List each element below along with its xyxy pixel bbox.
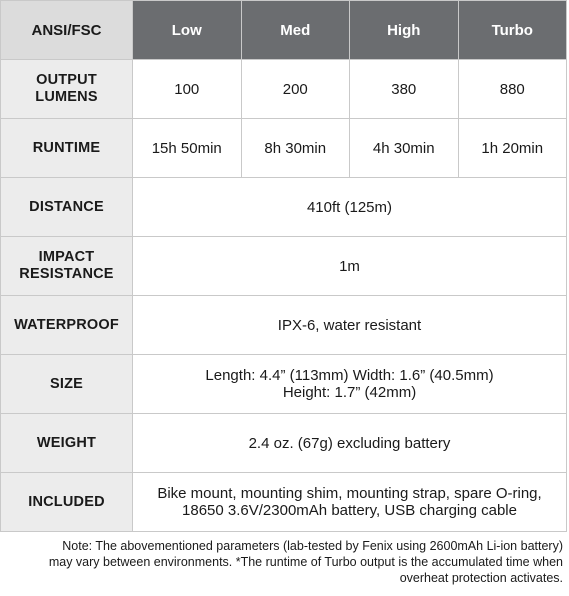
cell-distance: 410ft (125m) [133,178,567,237]
row-label-distance: DISTANCE [1,178,133,237]
row-label-size: SIZE [1,355,133,414]
cell-waterproof: IPX-6, water resistant [133,296,567,355]
row-label-line: LUMENS [35,89,98,105]
row-label-included: INCLUDED [1,473,133,532]
cell-runtime-med: 8h 30min [241,119,350,178]
cell-runtime-turbo: 1h 20min [458,119,567,178]
row-label-weight: WEIGHT [1,414,133,473]
table-row-distance [1,178,567,237]
cell-weight: 2.4 oz. (67g) excluding battery [133,414,567,473]
row-label-output-lumens [1,60,133,119]
row-label-runtime: RUNTIME [1,119,133,178]
row-label-line: RESISTANCE [19,266,114,282]
cell-included [133,473,567,532]
cell-runtime-low: 15h 50min [133,119,242,178]
row-label-waterproof: WATERPROOF [1,296,133,355]
cell-runtime-high: 4h 30min [350,119,459,178]
included-line: Bike mount, mounting shim, mounting strap, spare O-ring, [157,485,542,502]
cell-output-turbo: 880 [458,60,567,119]
header-mode-high: High [350,1,459,60]
table-row-included [1,473,567,532]
table-row-waterproof [1,296,567,355]
table-row-runtime [1,119,567,178]
header-mode-turbo: Turbo [458,1,567,60]
cell-output-high: 380 [350,60,459,119]
footnote-line: overheat protection activates. [399,571,563,585]
header-mode-med: Med [241,1,350,60]
row-label-line: IMPACT [38,249,95,265]
cell-output-low: 100 [133,60,242,119]
header-mode-low: Low [133,1,242,60]
header-row [1,1,567,60]
table-row-output-lumens [1,60,567,119]
table-row-impact-resistance [1,237,567,296]
row-label-impact-resistance [1,237,133,296]
cell-size [133,355,567,414]
table-row-size [1,355,567,414]
footnote-line: may vary between environments. *The runtime of Turbo output is the accumulated time when [48,555,563,569]
size-line: Length: 4.4” (113mm) Width: 1.6” (40.5mm) [205,367,494,384]
cell-impact-resistance: 1m [133,237,567,296]
cell-output-med: 200 [241,60,350,119]
header-corner: ANSI/FSC [1,1,133,60]
footnote-line: Note: The abovementioned parameters (lab-tested by Fenix using 2600mAh Li-ion battery) [62,539,563,553]
table-row-weight [1,414,567,473]
row-label-line: OUTPUT [36,72,97,88]
size-line: Height: 1.7” (42mm) [282,384,417,401]
footnote [3,538,563,586]
included-line: 18650 3.6V/2300mAh battery, USB charging cable [182,502,517,519]
